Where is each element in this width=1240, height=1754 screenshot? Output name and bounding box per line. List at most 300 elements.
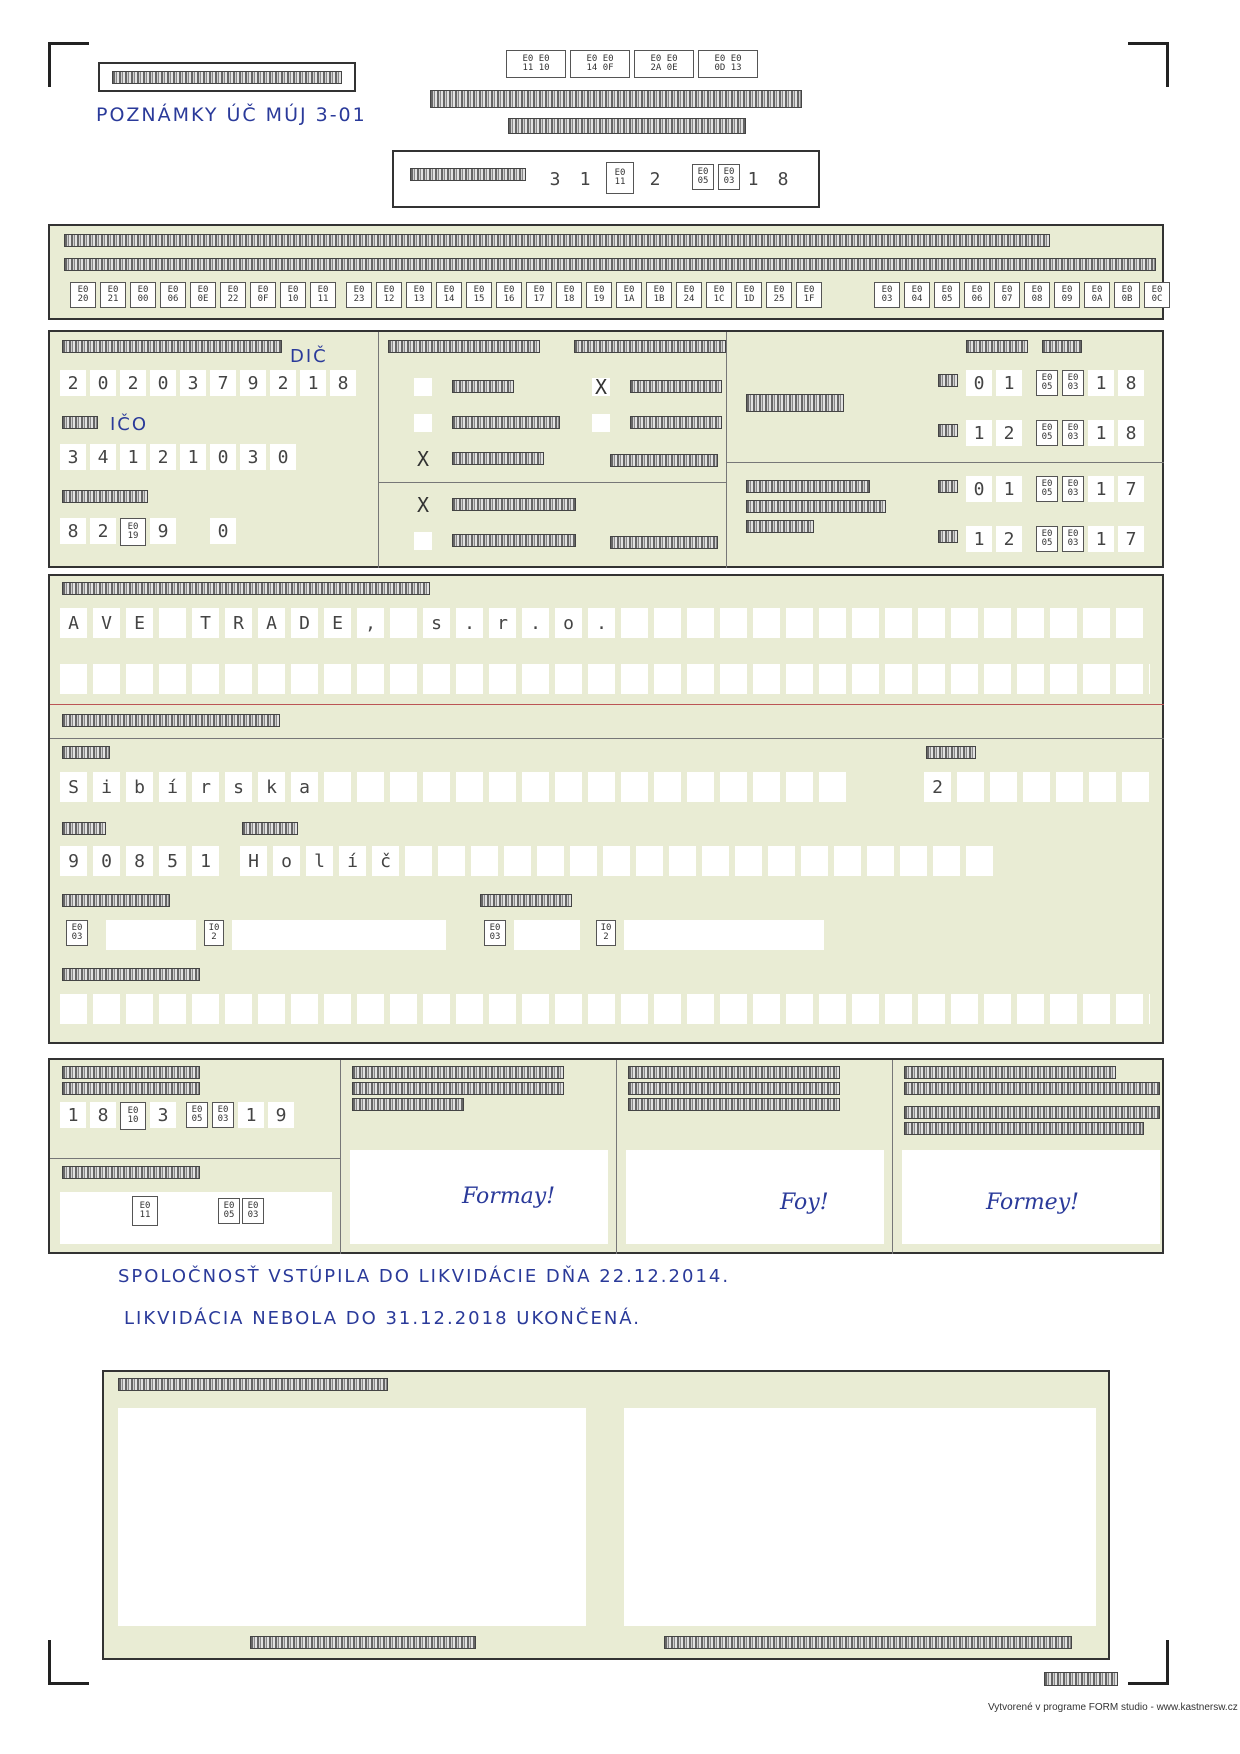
ico-digit: 3 <box>240 444 266 470</box>
date-code-box: E0 03 <box>718 164 740 190</box>
period-digit: 1 <box>1088 370 1114 396</box>
top-code: E0 E0 0D 13 <box>698 50 758 78</box>
email-field[interactable] <box>60 994 1150 1024</box>
fax-number-field[interactable] <box>624 920 824 950</box>
period-digit: 2 <box>996 526 1022 552</box>
city-char <box>834 846 861 876</box>
psc-char: 1 <box>192 846 219 876</box>
divider <box>616 1060 617 1254</box>
approved-date-field[interactable] <box>60 1102 294 1130</box>
checkbox-group-label-2 <box>574 340 726 353</box>
corner-mark-bottom-left <box>48 1640 89 1685</box>
city-char <box>702 846 729 876</box>
number-char: 2 <box>924 772 951 802</box>
checkbox-label <box>630 380 722 393</box>
code-cell: E0 0A <box>1084 282 1110 308</box>
sk-nace-digit: 0 <box>210 518 236 544</box>
fax-separator-icon: I0 2 <box>596 920 616 946</box>
ico-digit: 4 <box>90 444 116 470</box>
company-name-line-1[interactable] <box>60 608 1143 638</box>
dic-digit: 2 <box>270 370 296 396</box>
top-code: E0 E0 2A 0E <box>634 50 694 78</box>
period-1-from[interactable] <box>966 370 1144 396</box>
date-digit: 9 <box>268 1102 294 1128</box>
city-char <box>603 846 630 876</box>
code-cell: E0 23 <box>346 282 372 308</box>
checkbox-option[interactable]: X <box>592 378 610 396</box>
date-code: E0 05 <box>186 1102 208 1128</box>
city-char <box>966 846 993 876</box>
psc-char: 8 <box>126 846 153 876</box>
divider <box>892 1060 893 1254</box>
city-char: H <box>240 846 267 876</box>
checkbox-label <box>452 380 514 393</box>
signature-1-label-2 <box>352 1082 564 1095</box>
city-char <box>405 846 432 876</box>
street-char <box>324 772 351 802</box>
code-cell: E0 06 <box>160 282 186 308</box>
corner-mark-bottom-right <box>1128 1640 1169 1685</box>
name-char <box>918 608 945 638</box>
fax-prefix-code: E0 03 <box>484 920 506 946</box>
period-digit: 7 <box>1118 476 1144 502</box>
dic-handwritten: DIČ <box>290 346 328 367</box>
date-code: E0 10 <box>120 1102 146 1130</box>
period-code: E0 03 <box>1062 526 1084 552</box>
date-digit: 1 <box>60 1102 86 1128</box>
sk-nace-label <box>62 490 148 503</box>
code-cell: E0 16 <box>496 282 522 308</box>
second-date-field[interactable] <box>60 1192 332 1244</box>
signature-1: Formay! <box>462 1184 556 1209</box>
signature-3-label-3 <box>904 1106 1160 1119</box>
city-char <box>768 846 795 876</box>
ico-digit: 1 <box>120 444 146 470</box>
approved-date-label <box>62 1066 200 1079</box>
sk-nace-field[interactable] <box>60 518 236 546</box>
code-cell: E0 1F <box>796 282 822 308</box>
street-char: í <box>159 772 186 802</box>
period-previous-label-2 <box>746 500 886 513</box>
name-char <box>1116 608 1143 638</box>
period-2-to[interactable] <box>966 526 1144 552</box>
name-char: A <box>60 608 87 638</box>
period-current-label <box>746 394 844 412</box>
street-char: k <box>258 772 285 802</box>
name-char <box>390 608 417 638</box>
section-signatures <box>48 1058 1164 1254</box>
date-digit: 8 <box>770 166 796 192</box>
period-code: E0 05 <box>1036 370 1058 396</box>
city-char: í <box>339 846 366 876</box>
psc-char: 9 <box>60 846 87 876</box>
period-digit: 2 <box>996 420 1022 446</box>
signature-3: Formey! <box>986 1190 1079 1215</box>
psc-char: 5 <box>159 846 186 876</box>
number-char <box>957 772 984 802</box>
period-code: E0 03 <box>1062 370 1084 396</box>
period-2-from[interactable] <box>966 476 1144 502</box>
code-cell: E0 14 <box>436 282 462 308</box>
street-char <box>423 772 450 802</box>
city-field[interactable] <box>240 846 993 876</box>
name-char: s <box>423 608 450 638</box>
code-cell: E0 10 <box>280 282 306 308</box>
code-cell: E0 1D <box>736 282 762 308</box>
name-char <box>852 608 879 638</box>
city-char <box>801 846 828 876</box>
street-char <box>456 772 483 802</box>
street-char <box>819 772 846 802</box>
signature-3-label-2 <box>904 1082 1160 1095</box>
code-row-right <box>874 282 1170 308</box>
name-char: E <box>324 608 351 638</box>
period-code: E0 05 <box>1036 476 1058 502</box>
code-cell: E0 22 <box>220 282 246 308</box>
code-cell: E0 0B <box>1114 282 1140 308</box>
signature-3-label <box>904 1066 1116 1079</box>
date-label <box>410 168 526 181</box>
signature-2-field[interactable] <box>626 1150 884 1244</box>
checkbox-option[interactable] <box>414 532 432 550</box>
number-char <box>1056 772 1083 802</box>
attachment-right-caption <box>664 1636 1072 1649</box>
signature-2-label <box>628 1066 840 1079</box>
city-char <box>471 846 498 876</box>
code-cell: E0 1B <box>646 282 672 308</box>
period-1-to[interactable] <box>966 420 1144 446</box>
date-digit: 3 <box>150 1102 176 1128</box>
number-char <box>1023 772 1050 802</box>
period-code: E0 03 <box>1062 420 1084 446</box>
period-previous-label-3 <box>746 520 814 533</box>
signature-2: Foy! <box>780 1190 829 1215</box>
from-label <box>938 374 958 387</box>
city-char <box>537 846 564 876</box>
code-cell: E0 05 <box>934 282 960 308</box>
street-char <box>621 772 648 802</box>
street-label <box>62 746 110 759</box>
name-char: T <box>192 608 219 638</box>
top-code: E0 E0 11 10 <box>506 50 566 78</box>
to-label <box>938 530 958 543</box>
divider <box>378 482 726 483</box>
date-digit: 8 <box>90 1102 116 1128</box>
code-cell: E0 09 <box>1054 282 1080 308</box>
street-char <box>588 772 615 802</box>
top-code: E0 E0 14 0F <box>570 50 630 78</box>
period-code: E0 03 <box>1062 476 1084 502</box>
footer-credit: Vytvorené v programe FORM studio - www.kastnersw.cz <box>988 1702 1238 1713</box>
code-cell: E0 25 <box>766 282 792 308</box>
section-company <box>48 574 1164 1044</box>
dic-digit: 3 <box>180 370 206 396</box>
checkbox-label <box>452 416 560 429</box>
sk-nace-digit: 9 <box>150 518 176 544</box>
code-cell: E0 19 <box>586 282 612 308</box>
name-char <box>951 608 978 638</box>
corner-mark-top-right <box>1128 42 1169 87</box>
checkbox-option[interactable] <box>592 414 610 432</box>
name-char <box>1050 608 1077 638</box>
checkbox-group-label-1 <box>388 340 540 353</box>
second-date-label <box>62 1166 200 1179</box>
code-cell: E0 21 <box>100 282 126 308</box>
code-cell: E0 15 <box>466 282 492 308</box>
name-char <box>819 608 846 638</box>
code-cell: E0 12 <box>376 282 402 308</box>
number-char <box>1122 772 1149 802</box>
attachment-right-field[interactable] <box>624 1408 1096 1626</box>
checkbox-label <box>610 536 718 549</box>
divider <box>50 1158 340 1159</box>
dic-digit: 0 <box>150 370 176 396</box>
corner-mark-top-left <box>48 42 89 87</box>
company-name-line-2[interactable] <box>60 664 1150 694</box>
city-char <box>438 846 465 876</box>
checkbox-option[interactable] <box>414 414 432 432</box>
code-cell: E0 03 <box>874 282 900 308</box>
name-char: , <box>357 608 384 638</box>
name-char <box>885 608 912 638</box>
city-char: o <box>273 846 300 876</box>
name-char <box>621 608 648 638</box>
city-char <box>570 846 597 876</box>
dic-digit: 9 <box>240 370 266 396</box>
name-char <box>984 608 1011 638</box>
phone-prefix-code: E0 03 <box>66 920 88 946</box>
signature-1-label <box>352 1066 564 1079</box>
checkbox-label <box>452 498 576 511</box>
name-char <box>1017 608 1044 638</box>
name-char: E <box>126 608 153 638</box>
code-cell: E0 13 <box>406 282 432 308</box>
code-cell: E0 1C <box>706 282 732 308</box>
street-char <box>522 772 549 802</box>
date-digit: 1 <box>238 1102 264 1128</box>
sk-nace-digit: 2 <box>90 518 116 544</box>
name-char: . <box>456 608 483 638</box>
second-date-code: E0 05 <box>218 1198 240 1224</box>
email-label <box>62 968 200 981</box>
signature-1-label-3 <box>352 1098 464 1111</box>
period-digit: 7 <box>1118 526 1144 552</box>
number-field[interactable] <box>924 772 1149 802</box>
second-date-code: E0 11 <box>132 1196 158 1226</box>
name-char: A <box>258 608 285 638</box>
street-char <box>720 772 747 802</box>
ico-field[interactable] <box>60 444 296 470</box>
code-cell: E0 0C <box>1144 282 1170 308</box>
code-cell: E0 17 <box>526 282 552 308</box>
street-char <box>687 772 714 802</box>
handwritten-note-line-1: SPOLOČNOSŤ VSTÚPILA DO LIKVIDÁCIE DŇA 22.12.2014. <box>118 1266 731 1287</box>
code-cell: E0 0F <box>250 282 276 308</box>
street-char <box>654 772 681 802</box>
city-char <box>504 846 531 876</box>
checkbox-label <box>610 454 718 467</box>
divider <box>726 332 727 568</box>
form-id-label <box>112 71 342 84</box>
period-digit: 1 <box>1088 420 1114 446</box>
street-char <box>357 772 384 802</box>
period-header-label <box>966 340 1028 353</box>
phone-prefix-field[interactable] <box>106 920 196 950</box>
street-char <box>786 772 813 802</box>
top-code-group <box>506 50 758 78</box>
signature-2-label-3 <box>628 1098 840 1111</box>
number-label <box>926 746 976 759</box>
period-header-label <box>1042 340 1082 353</box>
checkbox-option[interactable]: X <box>416 493 430 517</box>
city-char <box>636 846 663 876</box>
name-char: V <box>93 608 120 638</box>
attachment-left-caption <box>250 1636 476 1649</box>
city-char: l <box>306 846 333 876</box>
dic-digit: 0 <box>90 370 116 396</box>
period-digit: 8 <box>1118 420 1144 446</box>
company-name-label <box>62 582 430 595</box>
number-char <box>990 772 1017 802</box>
period-digit: 1 <box>966 420 992 446</box>
code-cell: E0 04 <box>904 282 930 308</box>
attachment-left-field[interactable] <box>118 1408 586 1626</box>
name-char <box>720 608 747 638</box>
name-char <box>159 608 186 638</box>
divider <box>378 332 379 568</box>
psc-field[interactable] <box>60 846 219 876</box>
date-digit: 1 <box>740 166 766 192</box>
period-code: E0 05 <box>1036 420 1058 446</box>
date-box <box>392 150 820 208</box>
date-digit: 2 <box>642 166 668 192</box>
checkbox-option[interactable]: X <box>416 447 430 471</box>
fax-label <box>480 894 572 907</box>
street-char: r <box>192 772 219 802</box>
name-char <box>1083 608 1110 638</box>
period-digit: 1 <box>1088 526 1114 552</box>
section-identification <box>48 330 1164 568</box>
second-date-code: E0 03 <box>242 1198 264 1224</box>
date-digit: 1 <box>572 166 598 192</box>
street-char: b <box>126 772 153 802</box>
period-digit: 0 <box>966 370 992 396</box>
checkbox-label <box>630 416 722 429</box>
checkbox-label <box>452 534 576 547</box>
city-char <box>735 846 762 876</box>
address-section-label <box>62 714 280 727</box>
signature-2-label-2 <box>628 1082 840 1095</box>
number-char <box>1089 772 1116 802</box>
code-cell: E0 00 <box>130 282 156 308</box>
date-code-box: E0 11 <box>606 162 634 194</box>
section-codes <box>48 224 1164 320</box>
period-digit: 1 <box>996 370 1022 396</box>
street-char: i <box>93 772 120 802</box>
street-char <box>489 772 516 802</box>
checkbox-label <box>452 452 544 465</box>
code-cell: E0 11 <box>310 282 336 308</box>
code-cell: E0 06 <box>964 282 990 308</box>
signature-3-label-4 <box>904 1122 1144 1135</box>
street-field[interactable] <box>60 772 846 802</box>
phone-label <box>62 894 170 907</box>
name-char: r <box>489 608 516 638</box>
ico-digit: 0 <box>210 444 236 470</box>
street-char <box>390 772 417 802</box>
date-code: E0 03 <box>212 1102 234 1128</box>
header-subtitle-label <box>508 118 746 134</box>
ico-digit: 1 <box>180 444 206 470</box>
name-char <box>654 608 681 638</box>
divider <box>726 462 1164 463</box>
city-char <box>900 846 927 876</box>
code-cell: E0 1A <box>616 282 642 308</box>
dic-digit: 8 <box>330 370 356 396</box>
city-char: č <box>372 846 399 876</box>
approved-date-label-2 <box>62 1082 200 1095</box>
form-id-box <box>98 62 356 92</box>
section-codes-label <box>64 234 1050 247</box>
dic-digit: 1 <box>300 370 326 396</box>
code-cell: E0 08 <box>1024 282 1050 308</box>
name-char: R <box>225 608 252 638</box>
name-char: . <box>588 608 615 638</box>
date-digit: 3 <box>542 166 568 192</box>
divider <box>50 738 1164 739</box>
dic-field[interactable] <box>60 370 356 396</box>
street-char: S <box>60 772 87 802</box>
sk-nace-digit <box>180 518 206 544</box>
street-char <box>555 772 582 802</box>
period-digit: 1 <box>966 526 992 552</box>
psc-label <box>62 822 106 835</box>
phone-number-field[interactable] <box>232 920 446 950</box>
code-cell: E0 18 <box>556 282 582 308</box>
phone-separator-icon: I0 2 <box>204 920 224 946</box>
fax-prefix-field[interactable] <box>514 920 580 950</box>
sk-nace-digit: 8 <box>60 518 86 544</box>
section-codes-label-2 <box>64 258 1156 271</box>
city-label <box>242 822 298 835</box>
name-char: D <box>291 608 318 638</box>
name-char: o <box>555 608 582 638</box>
divider <box>50 704 1164 705</box>
street-char: s <box>225 772 252 802</box>
period-digit: 8 <box>1118 370 1144 396</box>
period-digit: 1 <box>996 476 1022 502</box>
checkbox-option[interactable] <box>414 378 432 396</box>
page-code-label <box>1044 1672 1118 1686</box>
street-char <box>753 772 780 802</box>
from-label <box>938 480 958 493</box>
ico-label <box>62 416 98 429</box>
period-code: E0 05 <box>1036 526 1058 552</box>
name-char: . <box>522 608 549 638</box>
street-char: a <box>291 772 318 802</box>
dic-label <box>62 340 282 353</box>
section-attachments <box>102 1370 1110 1660</box>
period-previous-label <box>746 480 870 493</box>
ico-digit: 2 <box>150 444 176 470</box>
city-char <box>669 846 696 876</box>
city-char <box>933 846 960 876</box>
code-cell: E0 24 <box>676 282 702 308</box>
period-digit: 1 <box>1088 476 1114 502</box>
ico-handwritten: IČO <box>110 414 149 435</box>
to-label <box>938 424 958 437</box>
handwritten-header-note: POZNÁMKY ÚČ MÚJ 3-01 <box>96 104 367 126</box>
